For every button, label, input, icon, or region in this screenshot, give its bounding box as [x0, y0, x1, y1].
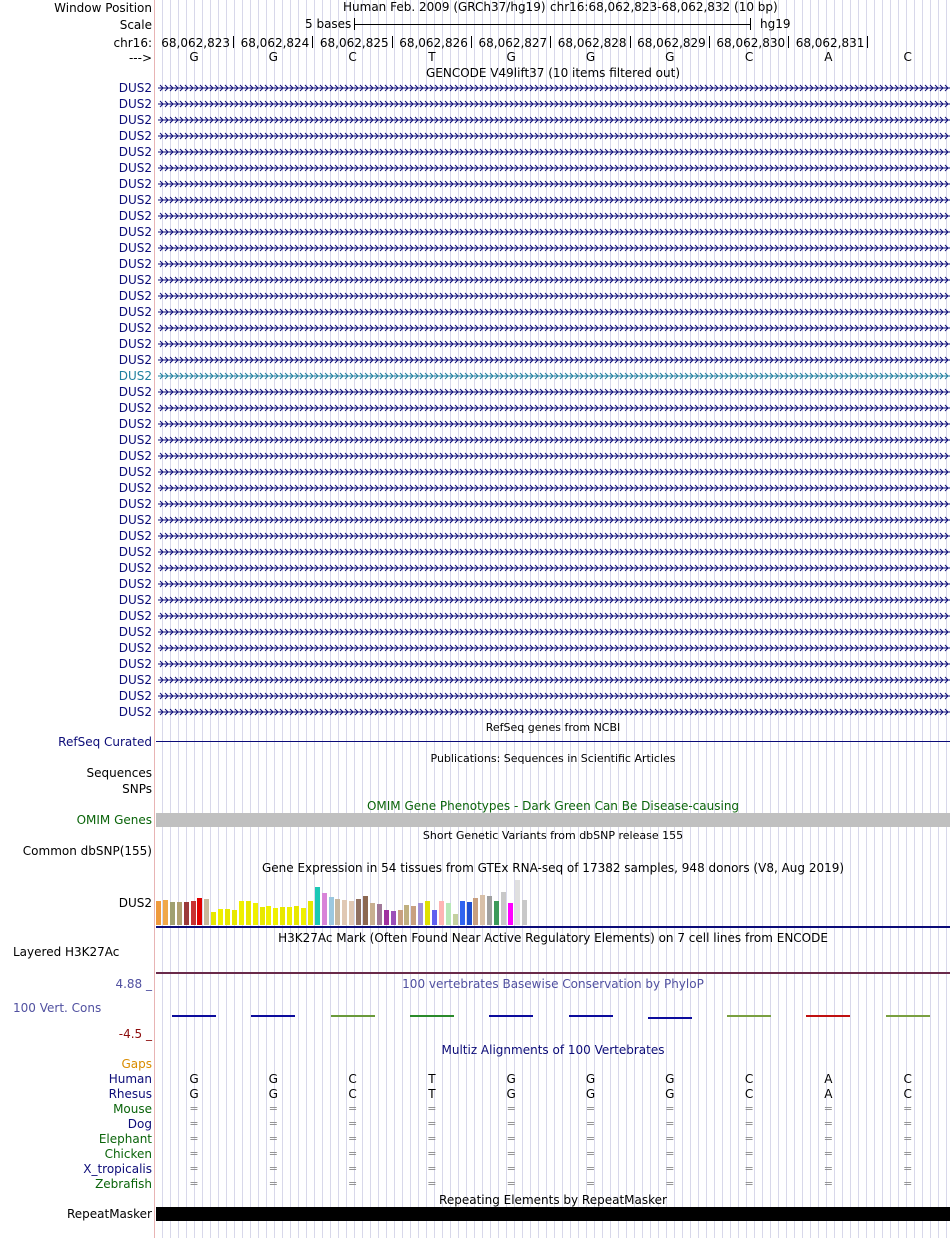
- gencode-transcript[interactable]: [158, 483, 950, 493]
- gencode-transcript[interactable]: [158, 227, 950, 237]
- gtex-tissue-bar[interactable]: [446, 903, 451, 925]
- gencode-transcript[interactable]: [158, 195, 950, 205]
- gencode-gene-label[interactable]: DUS2: [118, 673, 152, 687]
- gtex-tissue-bar[interactable]: [515, 880, 520, 925]
- gtex-tissue-bar[interactable]: [439, 901, 444, 925]
- gencode-transcript[interactable]: [158, 115, 950, 125]
- gtex-tissue-bar[interactable]: [370, 903, 375, 925]
- alignment-base: =: [585, 1177, 596, 1190]
- alignment-base: =: [427, 1132, 437, 1145]
- species-label[interactable]: Mouse: [113, 1102, 152, 1116]
- gtex-tissue-bar[interactable]: [453, 914, 458, 925]
- gencode-transcript[interactable]: [158, 291, 950, 301]
- alignment-base: =: [189, 1147, 199, 1160]
- alignment-base: =: [744, 1162, 754, 1175]
- alignment-base: =: [427, 1177, 437, 1190]
- gencode-transcript[interactable]: [158, 659, 950, 669]
- coordinate-tick: [867, 36, 868, 48]
- gtex-tissue-bar[interactable]: [356, 899, 361, 925]
- alignment-base: =: [823, 1177, 833, 1190]
- gencode-transcript[interactable]: [158, 275, 950, 285]
- gtex-tissue-bar[interactable]: [508, 903, 513, 925]
- phylop-score-mark: [489, 1015, 533, 1017]
- repeatmasker-bar[interactable]: [156, 1207, 950, 1221]
- gencode-transcript[interactable]: [158, 499, 950, 509]
- gtex-tissue-bar[interactable]: [156, 901, 161, 925]
- omim-label[interactable]: OMIM Genes: [76, 813, 152, 827]
- gencode-gene-label[interactable]: DUS2: [118, 369, 152, 383]
- alignment-base: =: [823, 1102, 833, 1115]
- scale-db: hg19: [760, 17, 791, 31]
- base-letter: G: [189, 50, 199, 64]
- alignment-base: =: [665, 1162, 675, 1175]
- gtex-tissue-bar[interactable]: [191, 901, 196, 925]
- alignment-base: =: [903, 1147, 913, 1160]
- h3k27ac-bottom-line: [156, 972, 950, 974]
- alignment-base: =: [506, 1117, 516, 1130]
- omim-bar[interactable]: [156, 813, 950, 827]
- alignment-base: =: [665, 1177, 675, 1190]
- gencode-gene-label[interactable]: DUS2: [118, 657, 152, 671]
- species-label[interactable]: Dog: [127, 1117, 152, 1131]
- alignment-base: G: [585, 1072, 596, 1086]
- gtex-tissue-bar[interactable]: [204, 899, 209, 925]
- gtex-tissue-bar[interactable]: [349, 901, 354, 925]
- alignment-base: C: [903, 1072, 912, 1086]
- gencode-gene-label[interactable]: DUS2: [118, 337, 152, 351]
- species-label[interactable]: X_tropicalis: [83, 1162, 152, 1176]
- phylop-score-mark: [172, 1015, 216, 1017]
- alignment-base: =: [585, 1147, 596, 1160]
- gtex-tissue-bar[interactable]: [335, 899, 340, 925]
- gtex-tissue-bar[interactable]: [239, 901, 244, 925]
- gencode-gene-label[interactable]: DUS2: [118, 241, 152, 255]
- phylop-score-mark: [569, 1015, 613, 1017]
- alignment-base: =: [268, 1177, 278, 1190]
- alignment-base: G: [189, 1087, 199, 1101]
- alignment-base: =: [189, 1117, 199, 1130]
- publications-title[interactable]: Publications: Sequences in Scientific Articles: [430, 752, 676, 765]
- alignment-base: =: [823, 1147, 833, 1160]
- alignment-base: G: [585, 1087, 596, 1101]
- alignment-base: =: [427, 1117, 437, 1130]
- alignment-base: =: [268, 1132, 278, 1145]
- phylop-max-label: 4.88 _: [115, 977, 152, 991]
- gtex-tissue-bar[interactable]: [363, 896, 368, 925]
- gencode-transcript[interactable]: [158, 707, 950, 717]
- gtex-tissue-bar[interactable]: [315, 887, 320, 925]
- species-label[interactable]: Rhesus: [108, 1087, 152, 1101]
- gencode-gene-label[interactable]: DUS2: [118, 561, 152, 575]
- species-label[interactable]: Human: [108, 1072, 152, 1086]
- alignment-base: =: [506, 1162, 516, 1175]
- coordinate-label: 68,062,828: [557, 36, 627, 50]
- gencode-gene-label[interactable]: DUS2: [118, 257, 152, 271]
- gencode-transcript[interactable]: [158, 371, 950, 381]
- alignment-base: C: [348, 1087, 357, 1101]
- alignment-base: =: [903, 1162, 913, 1175]
- gencode-gene-label[interactable]: DUS2: [118, 625, 152, 639]
- alignment-base: =: [823, 1162, 833, 1175]
- gtex-tissue-bar[interactable]: [218, 909, 223, 925]
- alignment-base: =: [665, 1147, 675, 1160]
- gtex-tissue-bar[interactable]: [232, 910, 237, 925]
- gencode-transcript[interactable]: [158, 563, 950, 573]
- alignment-base: =: [268, 1117, 278, 1130]
- coordinate-label: 68,062,827: [478, 36, 548, 50]
- phylop-plot[interactable]: [156, 1010, 950, 1022]
- gencode-transcript[interactable]: [158, 147, 950, 157]
- base-letter: A: [824, 50, 833, 64]
- gencode-gene-label[interactable]: DUS2: [118, 321, 152, 335]
- gencode-transcript[interactable]: [158, 595, 950, 605]
- gtex-tissue-bar[interactable]: [177, 902, 182, 925]
- track-divider: [154, 0, 155, 1238]
- species-label[interactable]: Elephant: [98, 1132, 152, 1146]
- refseq-title[interactable]: RefSeq genes from NCBI: [485, 721, 621, 734]
- gencode-transcript[interactable]: [158, 419, 950, 429]
- alignment-base: G: [506, 1087, 516, 1101]
- phylop-score-mark: [331, 1015, 375, 1017]
- alignment-base: =: [585, 1117, 596, 1130]
- gencode-title[interactable]: GENCODE V49lift37 (10 items filtered out): [425, 66, 680, 80]
- alignment-base: G: [506, 1072, 516, 1086]
- base-letter: C: [744, 50, 754, 64]
- gencode-gene-label[interactable]: DUS2: [118, 401, 152, 415]
- coordinate-tick: [392, 36, 393, 48]
- gencode-transcript[interactable]: [158, 691, 950, 701]
- gtex-tissue-bar[interactable]: [301, 908, 306, 925]
- coordinate-label: 68,062,830: [716, 36, 786, 50]
- dbsnp-label[interactable]: Common dbSNP(155): [22, 844, 152, 858]
- base-letter: T: [428, 50, 436, 64]
- alignment-base: =: [347, 1162, 358, 1175]
- gencode-gene-label[interactable]: DUS2: [118, 305, 152, 319]
- gtex-tissue-bar[interactable]: [501, 892, 506, 925]
- alignment-base: =: [506, 1147, 516, 1160]
- publications-sequences-label[interactable]: Sequences: [86, 766, 152, 780]
- gtex-tissue-bar[interactable]: [404, 905, 409, 925]
- alignment-base: C: [744, 1087, 754, 1101]
- alignment-base: C: [744, 1072, 754, 1086]
- alignment-base: =: [903, 1132, 913, 1145]
- gencode-transcript[interactable]: [158, 131, 950, 141]
- gencode-gene-label[interactable]: DUS2: [118, 193, 152, 207]
- coordinate-tick: [312, 36, 313, 48]
- base-letter: G: [585, 50, 596, 64]
- gencode-transcript[interactable]: [158, 643, 950, 653]
- multiz-title[interactable]: Multiz Alignments of 100 Vertebrates: [441, 1043, 665, 1057]
- gencode-gene-label[interactable]: DUS2: [118, 497, 152, 511]
- dbsnp-title[interactable]: Short Genetic Variants from dbSNP release 155: [422, 829, 684, 842]
- gencode-gene-label[interactable]: DUS2: [118, 177, 152, 191]
- alignment-base: =: [189, 1177, 199, 1190]
- coordinate-tick: [550, 36, 551, 48]
- gtex-tissue-bar[interactable]: [287, 907, 292, 925]
- gtex-bottom-line: [156, 926, 950, 928]
- gencode-gene-label[interactable]: DUS2: [118, 689, 152, 703]
- alignment-base: =: [427, 1102, 437, 1115]
- coordinate-label: 68,062,831: [795, 36, 865, 50]
- gencode-gene-label[interactable]: DUS2: [118, 145, 152, 159]
- base-letter: G: [268, 50, 278, 64]
- strand-label: --->: [128, 51, 152, 65]
- gtex-tissue-bar[interactable]: [170, 902, 175, 925]
- gtex-tissue-bar[interactable]: [411, 906, 416, 925]
- gtex-tissue-bar[interactable]: [522, 900, 527, 925]
- h3k27ac-title[interactable]: H3K27Ac Mark (Often Found Near Active Regulatory Elements) on 7 cell lines from ENCODE: [278, 931, 828, 945]
- gtex-tissue-bar[interactable]: [294, 906, 299, 925]
- alignment-base: =: [427, 1147, 437, 1160]
- gencode-gene-label[interactable]: DUS2: [118, 465, 152, 479]
- gencode-gene-label[interactable]: DUS2: [118, 225, 152, 239]
- alignment-base: =: [347, 1177, 358, 1190]
- gencode-transcript[interactable]: [158, 611, 950, 621]
- repeatmasker-label[interactable]: RepeatMasker: [66, 1207, 152, 1221]
- alignment-base: G: [189, 1072, 199, 1086]
- gtex-tissue-bar[interactable]: [487, 896, 492, 925]
- gtex-tissue-bar[interactable]: [308, 901, 313, 925]
- gencode-transcript[interactable]: [158, 467, 950, 477]
- alignment-base: C: [903, 1087, 912, 1101]
- base-letter: G: [506, 50, 516, 64]
- gtex-tissue-bar[interactable]: [460, 901, 465, 925]
- gencode-gene-label[interactable]: DUS2: [118, 593, 152, 607]
- alignment-base: =: [506, 1132, 516, 1145]
- alignment-base: G: [268, 1087, 278, 1101]
- alignment-base: =: [347, 1147, 358, 1160]
- alignment-base: =: [585, 1162, 596, 1175]
- gtex-tissue-bar[interactable]: [377, 904, 382, 925]
- h3k27ac-label[interactable]: Layered H3K27Ac: [13, 945, 120, 959]
- gencode-transcript[interactable]: [158, 675, 950, 685]
- position-text: chr16:68,062,823-68,062,832 (10 bp): [550, 0, 778, 14]
- coordinate-tick: [630, 36, 631, 48]
- alignment-base: =: [823, 1117, 833, 1130]
- gtex-tissue-bar[interactable]: [329, 897, 334, 925]
- alignment-base: =: [506, 1177, 516, 1190]
- alignment-base: A: [824, 1087, 833, 1101]
- gencode-gene-label[interactable]: DUS2: [118, 609, 152, 623]
- alignment-base: =: [427, 1162, 437, 1175]
- coordinate-label: 68,062,829: [637, 36, 706, 50]
- gtex-tissue-bar[interactable]: [260, 907, 265, 925]
- base-letter: C: [348, 50, 357, 64]
- coordinate-label: 68,062,824: [240, 36, 310, 50]
- alignment-base: =: [903, 1177, 913, 1190]
- alignment-base: =: [189, 1132, 199, 1145]
- gencode-transcript[interactable]: [158, 307, 950, 317]
- multiz-gaps-label[interactable]: Gaps: [121, 1057, 152, 1071]
- refseq-label[interactable]: RefSeq Curated: [58, 735, 152, 749]
- base-letter: G: [665, 50, 675, 64]
- alignment-base: =: [665, 1117, 675, 1130]
- alignment-base: =: [665, 1132, 675, 1145]
- gencode-gene-label[interactable]: DUS2: [118, 545, 152, 559]
- coordinate-label: 68,062,825: [319, 36, 389, 50]
- gencode-gene-label[interactable]: DUS2: [118, 161, 152, 175]
- gencode-gene-label[interactable]: DUS2: [118, 129, 152, 143]
- alignment-base: =: [268, 1162, 278, 1175]
- gtex-tissue-bar[interactable]: [480, 895, 485, 925]
- gencode-gene-label[interactable]: DUS2: [118, 513, 152, 527]
- alignment-base: =: [744, 1102, 754, 1115]
- phylop-score-mark: [251, 1015, 295, 1017]
- gencode-gene-label[interactable]: DUS2: [118, 353, 152, 367]
- scale-text: 5 bases: [305, 17, 352, 31]
- gencode-gene-label[interactable]: DUS2: [118, 577, 152, 591]
- publications-snps-label[interactable]: SNPs: [122, 782, 152, 796]
- alignment-base: =: [585, 1102, 596, 1115]
- gencode-gene-label[interactable]: DUS2: [118, 209, 152, 223]
- gtex-tissue-bar[interactable]: [494, 901, 499, 925]
- gencode-transcript[interactable]: [158, 451, 950, 461]
- alignment-base: =: [347, 1102, 358, 1115]
- refseq-line: [156, 741, 950, 742]
- scale-bar: [354, 18, 751, 30]
- gencode-transcript[interactable]: [158, 387, 950, 397]
- phylop-min-label: -4.5 _: [118, 1027, 152, 1041]
- gtex-tissue-bar[interactable]: [425, 901, 430, 925]
- phylop-score-mark: [410, 1015, 454, 1017]
- phylop-score-mark: [806, 1015, 850, 1017]
- gtex-tissue-bar[interactable]: [163, 900, 168, 925]
- gencode-transcript[interactable]: [158, 99, 950, 109]
- alignment-base: =: [744, 1132, 754, 1145]
- gtex-tissue-bar[interactable]: [246, 901, 251, 925]
- alignment-base: =: [268, 1102, 278, 1115]
- alignment-base: G: [665, 1072, 675, 1086]
- gtex-tissue-bar[interactable]: [322, 893, 327, 925]
- species-label[interactable]: Chicken: [104, 1147, 152, 1161]
- gtex-tissue-bar[interactable]: [384, 910, 389, 925]
- alignment-base: =: [665, 1102, 675, 1115]
- gencode-transcript[interactable]: [158, 339, 950, 349]
- coordinate-tick: [709, 36, 710, 48]
- gencode-transcript[interactable]: [158, 531, 950, 541]
- gencode-gene-label[interactable]: DUS2: [118, 433, 152, 447]
- omim-title[interactable]: OMIM Gene Phenotypes - Dark Green Can Be Disease-causing: [366, 799, 740, 813]
- alignment-base: =: [189, 1162, 199, 1175]
- coordinate-tick: [233, 36, 234, 48]
- gencode-gene-label[interactable]: DUS2: [118, 481, 152, 495]
- gencode-transcript[interactable]: [158, 211, 950, 221]
- gtex-tissue-bar[interactable]: [418, 903, 423, 925]
- assembly-text: Human Feb. 2009 (GRCh37/hg19): [343, 0, 546, 14]
- scale-label: Scale: [119, 18, 152, 32]
- alignment-base: =: [903, 1102, 913, 1115]
- repeatmasker-title[interactable]: Repeating Elements by RepeatMasker: [439, 1193, 667, 1207]
- coordinate-tick: [471, 36, 472, 48]
- alignment-base: =: [823, 1132, 833, 1145]
- gtex-bar-chart[interactable]: [156, 877, 556, 925]
- alignment-base: =: [744, 1177, 754, 1190]
- gencode-transcript[interactable]: [158, 259, 950, 269]
- gencode-gene-label[interactable]: DUS2: [118, 641, 152, 655]
- gencode-gene-label[interactable]: DUS2: [118, 705, 152, 719]
- gencode-transcript[interactable]: [158, 83, 950, 93]
- gtex-tissue-bar[interactable]: [391, 911, 396, 925]
- gtex-tissue-bar[interactable]: [473, 898, 478, 925]
- phylop-label[interactable]: 100 Vert. Cons: [13, 1001, 102, 1015]
- alignment-base: T: [428, 1072, 436, 1086]
- gtex-tissue-bar[interactable]: [266, 906, 271, 925]
- alignment-base: =: [506, 1102, 516, 1115]
- phylop-score-mark: [886, 1015, 930, 1017]
- phylop-score-mark: [648, 1017, 692, 1019]
- gencode-gene-label[interactable]: DUS2: [118, 97, 152, 111]
- alignment-base: =: [347, 1132, 358, 1145]
- gencode-transcript[interactable]: [158, 627, 950, 637]
- alignment-base: C: [348, 1072, 357, 1086]
- gtex-tissue-bar[interactable]: [398, 910, 403, 925]
- coordinate-tick: [788, 36, 789, 48]
- alignment-base: =: [347, 1117, 358, 1130]
- alignment-base: G: [665, 1087, 675, 1101]
- gencode-gene-label[interactable]: DUS2: [118, 113, 152, 127]
- species-label[interactable]: Zebrafish: [95, 1177, 152, 1191]
- gtex-tissue-bar[interactable]: [280, 907, 285, 925]
- gencode-gene-label[interactable]: DUS2: [118, 449, 152, 463]
- base-letter: C: [903, 50, 912, 64]
- alignment-base: =: [189, 1102, 199, 1115]
- gtex-tissue-bar[interactable]: [273, 908, 278, 925]
- gencode-transcript[interactable]: [158, 355, 950, 365]
- gencode-transcript[interactable]: [158, 515, 950, 525]
- gtex-gene-label[interactable]: DUS2: [118, 896, 152, 910]
- gtex-tissue-bar[interactable]: [211, 912, 216, 925]
- gtex-tissue-bar[interactable]: [184, 902, 189, 925]
- chrom-label: chr16:: [113, 36, 152, 50]
- coordinate-label: 68,062,823: [161, 36, 230, 50]
- gencode-transcript[interactable]: [158, 403, 950, 413]
- window-position-label: Window Position: [54, 1, 152, 15]
- gtex-tissue-bar[interactable]: [253, 903, 258, 925]
- gtex-tissue-bar[interactable]: [467, 902, 472, 925]
- gencode-transcript[interactable]: [158, 243, 950, 253]
- alignment-base: =: [585, 1132, 596, 1145]
- phylop-score-mark: [727, 1015, 771, 1017]
- alignment-base: =: [744, 1147, 754, 1160]
- gencode-transcript[interactable]: [158, 179, 950, 189]
- gencode-transcript[interactable]: [158, 163, 950, 173]
- gencode-transcript[interactable]: [158, 323, 950, 333]
- gtex-tissue-bar[interactable]: [342, 900, 347, 925]
- alignment-base: =: [903, 1117, 913, 1130]
- alignment-base: G: [268, 1072, 278, 1086]
- gencode-gene-label[interactable]: DUS2: [118, 273, 152, 287]
- gencode-transcript[interactable]: [158, 579, 950, 589]
- gencode-transcript[interactable]: [158, 435, 950, 445]
- gtex-title[interactable]: Gene Expression in 54 tissues from GTEx RNA-seq of 17382 samples, 948 donors (V8, Aug 2019): [261, 861, 845, 875]
- gencode-gene-label[interactable]: DUS2: [118, 385, 152, 399]
- alignment-base: A: [824, 1072, 833, 1086]
- alignment-base: =: [744, 1117, 754, 1130]
- gencode-gene-label[interactable]: DUS2: [118, 529, 152, 543]
- alignment-base: T: [428, 1087, 436, 1101]
- gencode-transcript[interactable]: [158, 547, 950, 557]
- phylop-title[interactable]: 100 vertebrates Basewise Conservation by PhyloP: [402, 977, 704, 991]
- coordinate-label: 68,062,826: [399, 36, 468, 50]
- gencode-gene-label[interactable]: DUS2: [118, 417, 152, 431]
- gencode-gene-label[interactable]: DUS2: [118, 289, 152, 303]
- gtex-tissue-bar[interactable]: [197, 898, 202, 925]
- alignment-base: =: [268, 1147, 278, 1160]
- gtex-tissue-bar[interactable]: [225, 909, 230, 925]
- gtex-tissue-bar[interactable]: [432, 910, 437, 925]
- gencode-gene-label[interactable]: DUS2: [118, 81, 152, 95]
